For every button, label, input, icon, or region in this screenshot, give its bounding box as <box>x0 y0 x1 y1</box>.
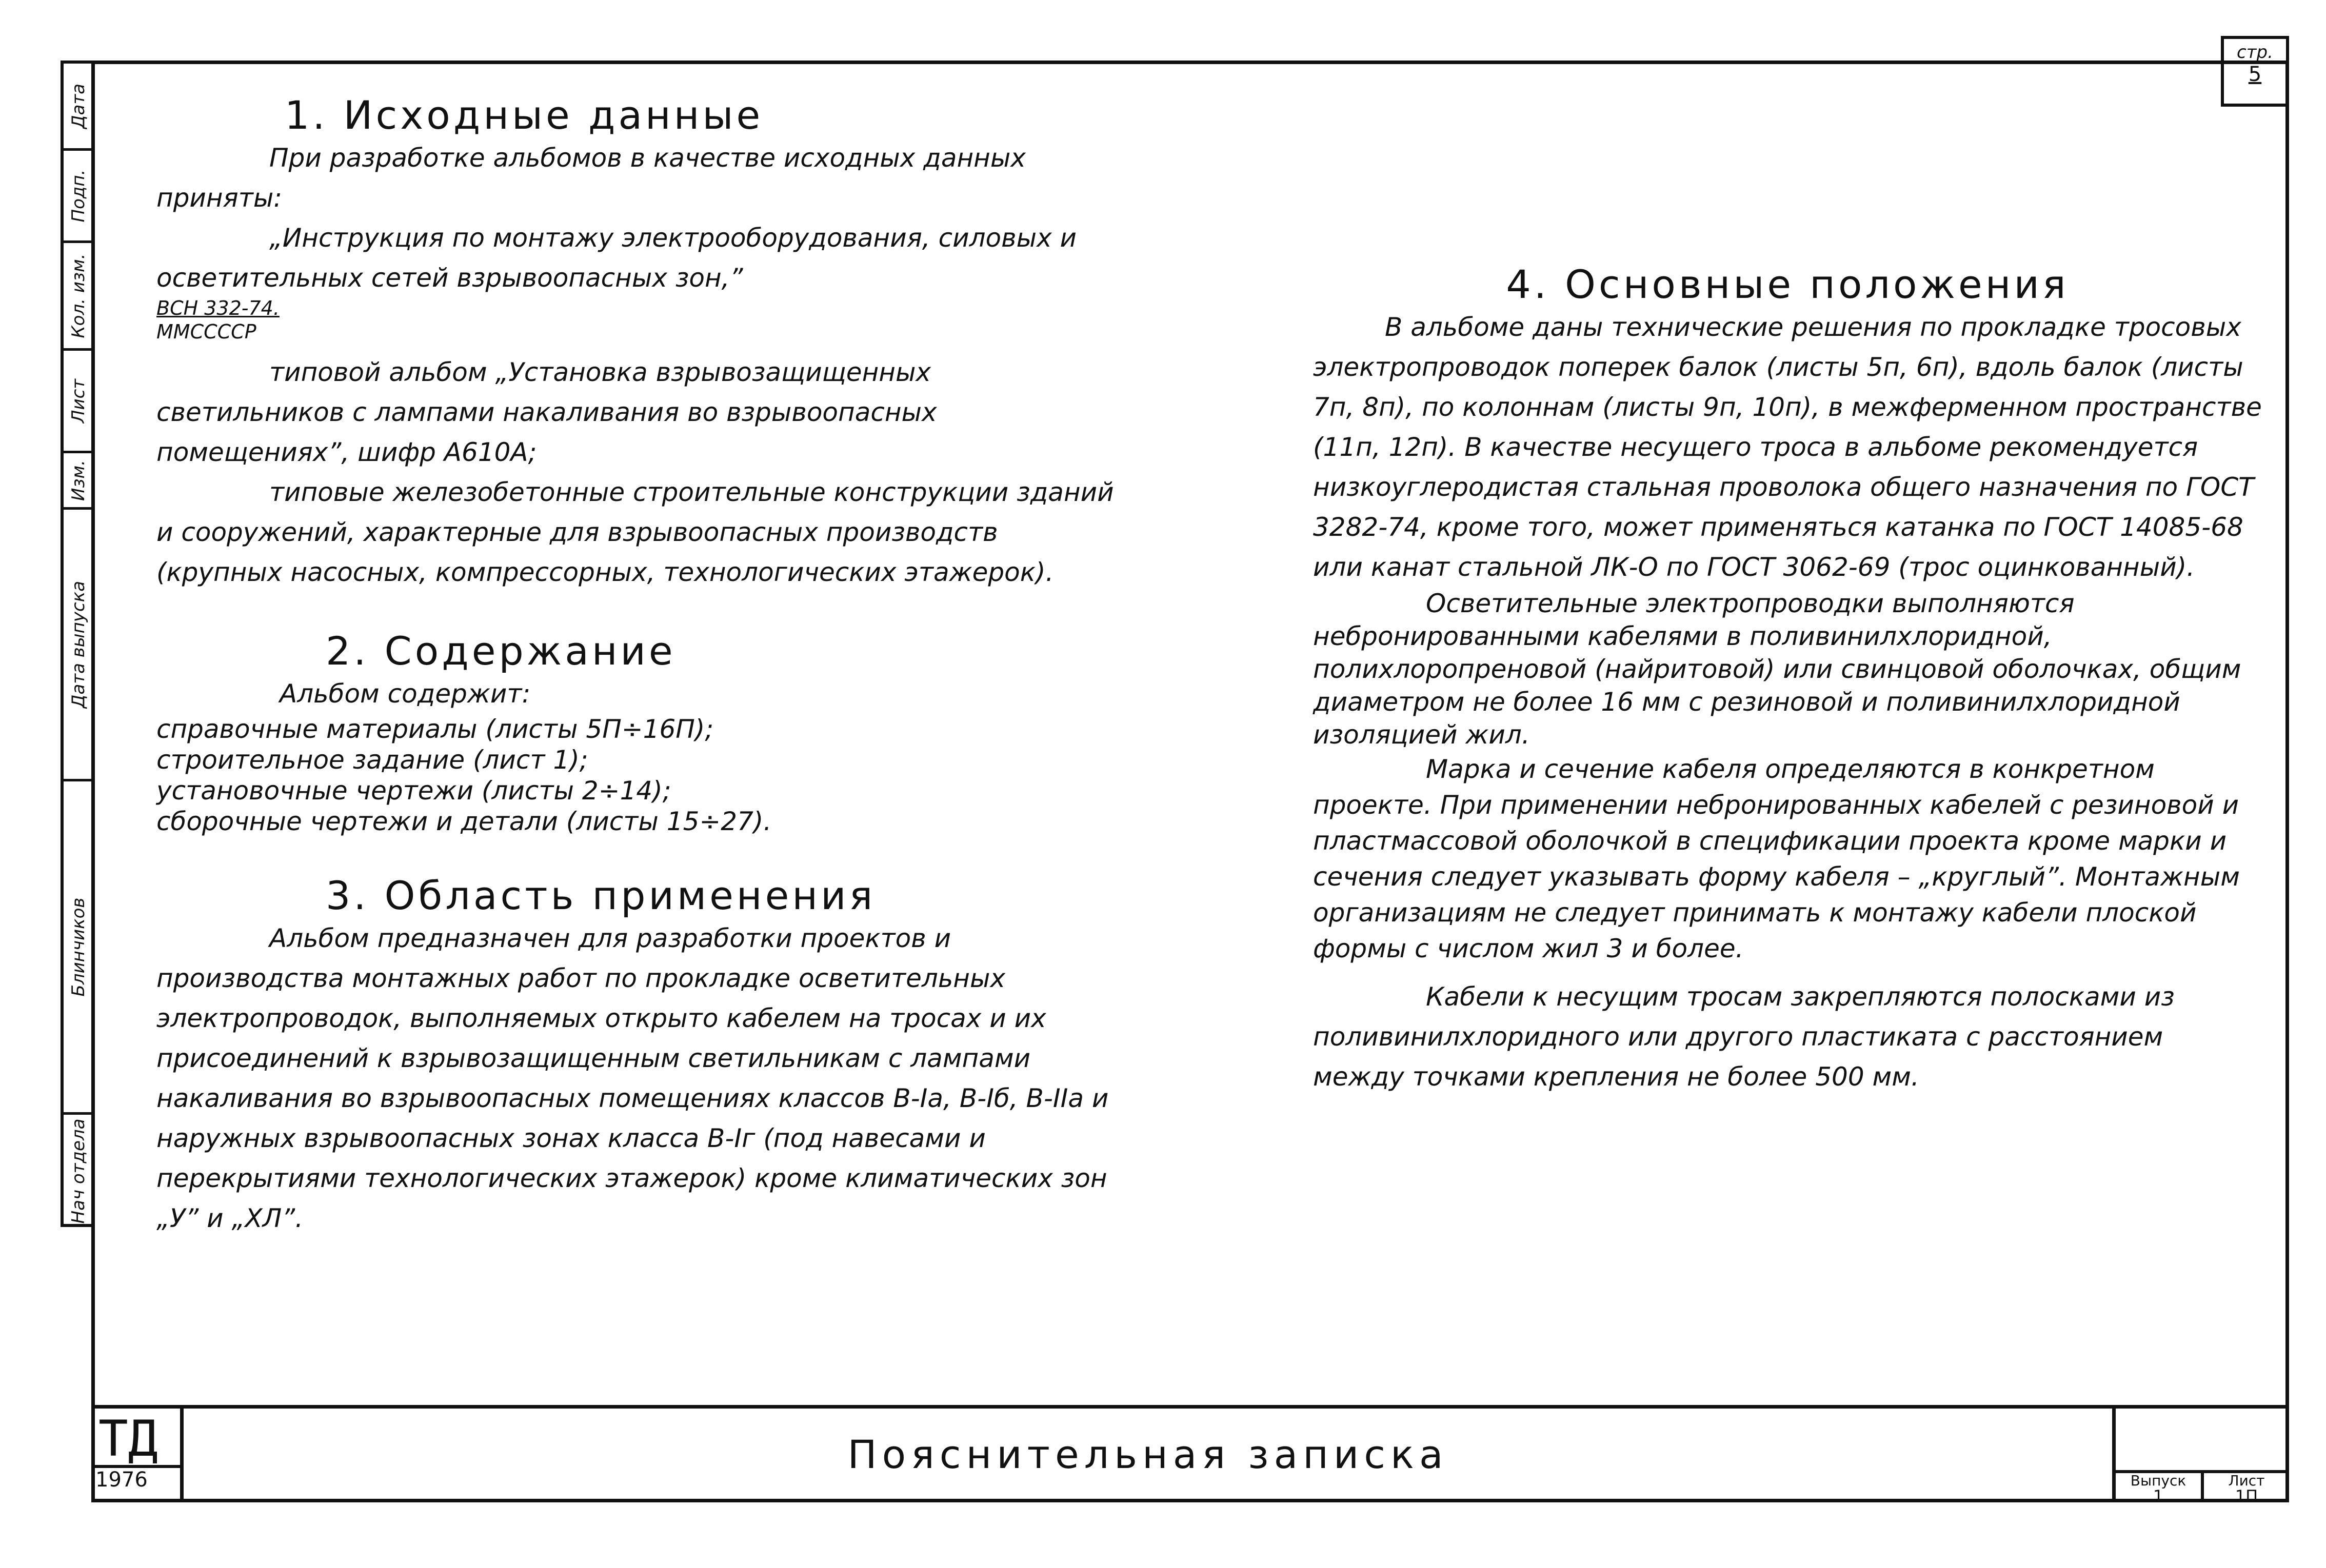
album-code: ТД <box>98 1410 158 1468</box>
page-label: стр. <box>2237 42 2273 63</box>
album-year: 1976 <box>91 1465 180 1502</box>
section-scope <box>156 873 1121 1238</box>
section-heading: 3. Область применения <box>326 873 876 918</box>
paragraph: Кабели к несущим тросам закрепляются полосками из поливинилхлоридного или другого пластиката с расстоянием между точками крепления не более 500 мм. <box>1313 982 2183 1092</box>
stamp-cell-change-count: Кол. изм. <box>64 243 93 351</box>
stamp-cell-change: Изм. <box>64 453 93 510</box>
sheet-cell <box>2204 1470 2289 1506</box>
paragraph: Осветительные электропроводки выполняются небронированными кабелями в поливинилхлоридной, полихлоропреновой (найритовой) или свинцовой оболочках, общим диаметром не более 16 мм с резиновой и поливинилхлоридной изоляцией жил. <box>1313 589 2250 750</box>
paragraph: Альбом содержит: <box>280 679 531 709</box>
page-number-box <box>2221 36 2289 107</box>
section-contents <box>156 628 1121 837</box>
section-heading: 4. Основные положения <box>1506 262 2069 307</box>
stamp-cell-department-head: Нач отдела <box>68 1118 89 1223</box>
sheet-value: 1П <box>2235 1486 2258 1506</box>
list-item: сборочные чертежи и детали (листы 15÷27). <box>156 807 772 836</box>
paragraph: Альбом предназначен для разработки проектов и производства монтажных работ по прокладке осветительных электропроводок, выполняемых открыто кабелем на тросах и их присоединений к взрывозащищенным светильникам с лампами накаливания во взрывоопасных помещениях классов В-Іа, В-Іб, В-ІІа и наружных взрывоопасных зонах класса В-Іг (под навесами и перекрытиями технологических этажерок) кроме климатических зон „У” и „ХЛ”. <box>156 923 1117 1233</box>
list-item: справочные материалы (листы 5П÷16П); <box>156 714 714 744</box>
sheet-label: Лист <box>2228 1472 2265 1489</box>
section-heading: 1. Исходные данные <box>285 92 764 138</box>
document-title: Пояснительная записка <box>847 1432 1448 1477</box>
page-number: 5 <box>2248 63 2262 86</box>
paragraph: Марка и сечение кабеля определяются в конкретном проекте. При применении небронированных кабелей с резиновой и пластмассовой оболочкой в спецификации проекта кроме марки и сечения следует указывать форму кабеля – „круглый”. Монтажным организациям не следует принимать к монтажу кабели плоской формы с числом жил 3 и более. <box>1313 754 2248 963</box>
stamp-cell-signature: Подп. <box>64 151 93 243</box>
paragraph: типовой альбом „Установка взрывозащищенных светильников с лампами накаливания во взрывоопасных помещениях”, шифр А610А; <box>156 357 945 467</box>
stamp-cell-executor: Блинчиков <box>64 781 93 1115</box>
paragraph: В альбоме даны технические решения по прокладке тросовых электропроводок поперек балок (листы 5п, 6п), вдоль балок (листы 7п, 8п), по колоннам (листы 9п, 10п), в межферменном пространстве (11п, 12п). В качестве несущего троса в альбоме рекомендуется низкоуглеродистая стальная проволока общего назначения по ГОСТ 3282-74, кроме того, может применяться катанка по ГОСТ 14085-68 или канат стальной ЛК-О по ГОСТ 3062-69 (трос оцинкованный). <box>1313 312 2270 582</box>
issue-cell <box>2116 1470 2204 1506</box>
issue-value: 1 <box>2153 1486 2164 1506</box>
left-column <box>156 92 1121 1238</box>
section-main-provisions <box>1313 262 2270 1097</box>
section-source-data <box>156 92 1121 592</box>
stamp-cell-issue-date: Дата выпуска <box>64 510 93 781</box>
section-heading: 2. Содержание <box>326 628 676 674</box>
title-block-code-cell <box>91 1409 184 1502</box>
stamp-cell-date: Дата <box>64 64 93 151</box>
document-ref: ВСН 332-74. <box>156 297 280 319</box>
list-item: установочные чертежи (листы 2÷14); <box>156 776 671 806</box>
issue-label: Выпуск <box>2130 1472 2186 1489</box>
paragraph: При разработке альбомов в качестве исходных данных приняты: <box>156 143 1034 213</box>
document-org: ММССССР <box>156 320 256 343</box>
list-item: строительное задание (лист 1); <box>156 745 588 775</box>
title-block <box>91 1405 2289 1506</box>
paragraph: „Инструкция по монтажу электрооборудования, силовых и осветительных сетей взрывоопасных зон,” <box>156 223 1085 293</box>
paragraph: типовые железобетонные строительные конструкции зданий и сооружений, характерные для взрывоопасных производств (крупных насосных, компрессорных, технологических этажерок). <box>156 477 1122 587</box>
stamp-cell-sheet: Лист <box>64 351 93 453</box>
title-block-sheet-info <box>2112 1409 2289 1506</box>
revision-stamp-strip <box>61 61 93 1227</box>
right-column <box>1313 262 2270 1097</box>
